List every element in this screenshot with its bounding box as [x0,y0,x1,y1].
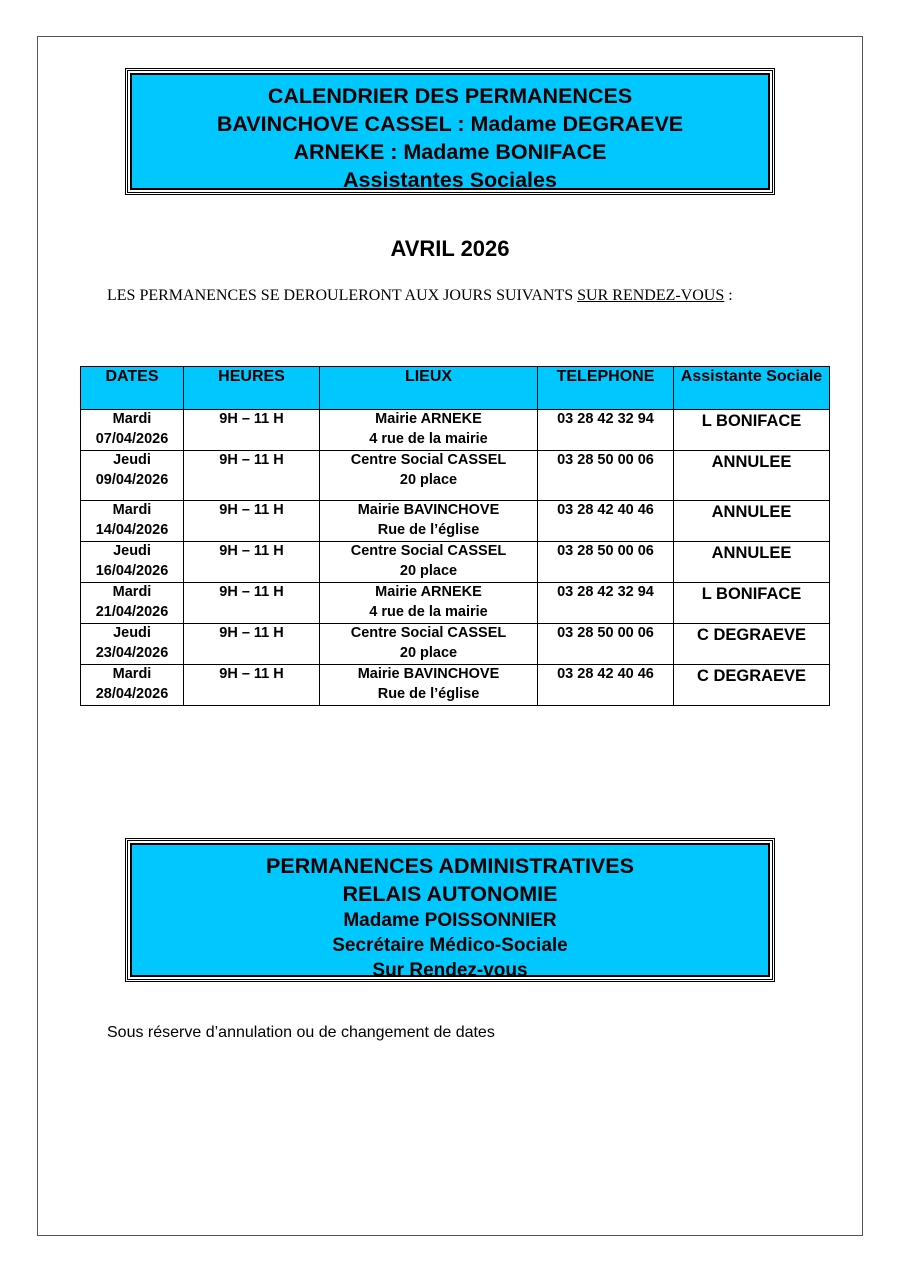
cell-assistant: C DEGRAEVE [674,665,830,706]
header-dates: DATES [81,367,184,410]
table-header-row [81,367,830,410]
header-line-title: CALENDRIER DES PERMANENCES [267,84,633,108]
table-row [81,624,830,665]
table-row [81,501,830,542]
header-banner [125,68,775,195]
cell-place: Mairie BAVINCHOVE Rue de l’église [320,501,538,542]
cell-date: Mardi 21/04/2026 [81,583,184,624]
cell-assistant: ANNULEE [674,501,830,542]
admin-name: Madame POISSONNIER [343,910,557,931]
header-lieux: LIEUX [320,367,538,410]
admin-subtitle: RELAIS AUTONOMIE [342,882,558,906]
table-row [81,665,830,706]
cell-phone: 03 28 50 00 06 [538,451,674,501]
cell-assistant: L BONIFACE [674,583,830,624]
table-row [81,451,830,501]
cell-date: Mardi 28/04/2026 [81,665,184,706]
intro-text: LES PERMANENCES SE DEROULERONT AUX JOURS SUIVANTS [107,287,574,304]
cell-place: Mairie BAVINCHOVE Rue de l’église [320,665,538,706]
header-line-arneke: ARNEKE : Madame BONIFACE [293,140,607,164]
cell-phone: 03 28 42 40 46 [538,501,674,542]
header-telephone: TELEPHONE [538,367,674,410]
header-line-role: Assistantes Sociales [343,168,557,192]
cell-hours: 9H – 11 H [184,583,320,624]
cell-place: Centre Social CASSEL 20 place [320,451,538,501]
admin-role: Secrétaire Médico-Sociale [332,935,568,956]
cell-phone: 03 28 50 00 06 [538,542,674,583]
cell-phone: 03 28 42 40 46 [538,665,674,706]
cell-phone: 03 28 42 32 94 [538,583,674,624]
admin-title: PERMANENCES ADMINISTRATIVES [266,854,634,878]
cell-phone: 03 28 42 32 94 [538,410,674,451]
cell-hours: 9H – 11 H [184,501,320,542]
table-row [81,410,830,451]
intro-underlined: SUR RENDEZ-VOUS [577,287,725,304]
cell-assistant: ANNULEE [674,542,830,583]
cell-date: Jeudi 23/04/2026 [81,624,184,665]
cell-assistant: C DEGRAEVE [674,624,830,665]
cell-place: Mairie ARNEKE 4 rue de la mairie [320,410,538,451]
cell-hours: 9H – 11 H [184,665,320,706]
cell-hours: 9H – 11 H [184,410,320,451]
cell-hours: 9H – 11 H [184,451,320,501]
cell-place: Centre Social CASSEL 20 place [320,542,538,583]
table-row [81,583,830,624]
schedule-table [80,366,830,706]
admin-banner [125,838,775,982]
cell-date: Mardi 07/04/2026 [81,410,184,451]
cell-hours: 9H – 11 H [184,624,320,665]
intro-paragraph [107,285,793,306]
cell-assistant: L BONIFACE [674,410,830,451]
intro-suffix: : [724,287,733,304]
table-row [81,542,830,583]
admin-appointment: Sur Rendez-vous [372,960,528,981]
cell-hours: 9H – 11 H [184,542,320,583]
cell-phone: 03 28 50 00 06 [538,624,674,665]
month-title: AVRIL 2026 [390,236,510,261]
cell-date: Jeudi 16/04/2026 [81,542,184,583]
cell-place: Centre Social CASSEL 20 place [320,624,538,665]
header-line-bavinchove: BAVINCHOVE CASSEL : Madame DEGRAEVE [216,112,684,136]
cell-date: Mardi 14/04/2026 [81,501,184,542]
cell-date: Jeudi 09/04/2026 [81,451,184,501]
cell-assistant: ANNULEE [674,451,830,501]
cell-place: Mairie ARNEKE 4 rue de la mairie [320,583,538,624]
header-heures: HEURES [184,367,320,410]
header-assistante: Assistante Sociale [674,367,830,410]
footer-note: Sous réserve d’annulation ou de changement de dates [107,1024,495,1041]
